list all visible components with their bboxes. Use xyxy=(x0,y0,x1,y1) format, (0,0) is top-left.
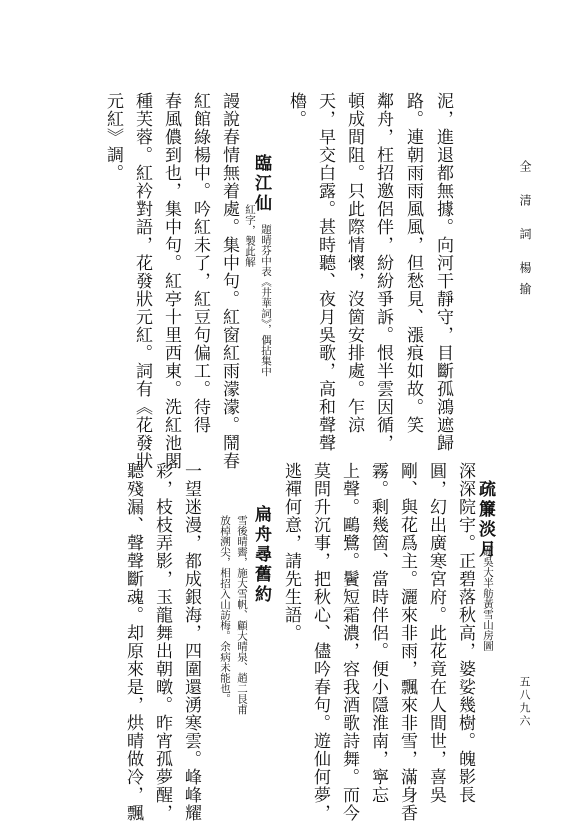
text-line: 櫓。 xyxy=(286,92,306,128)
text-line: 元紅》調。 xyxy=(103,92,123,182)
text-line: 聽殘漏、聲聲斷魂。却原來是，烘晴做冷，飄 xyxy=(123,462,143,822)
poem-note: 題晴芬中表《井華詞》，偶拈集中 xyxy=(260,224,272,377)
text-line: 逃禪何意，請先生語。 xyxy=(281,462,301,642)
poem-title: 扁舟尋舊約 xyxy=(251,505,271,605)
text-line: 上聲。鷗鷺。鬢短霜濃，容我酒歌詩舞。而今 xyxy=(339,462,359,822)
text-line: 霧。剩幾箇、當時伴侶。便小隱淮南，寧忘 xyxy=(368,462,388,804)
text-line: 泥，進退都無據。向河干靜守，目斷孤鴻遮歸 xyxy=(433,92,453,452)
text-line: 圓，幻出廣寒宮府。此花竟在人間世，喜吳 xyxy=(426,462,446,804)
poem-note: 題吳大半舫黃雪山房圖 xyxy=(482,546,494,651)
text-line: 天，早交白露。甚時聽、夜月吳歌，高和聲聲 xyxy=(315,92,335,452)
text-line: 深深院宇。正碧落秋高，婆娑幾樹。魄影長 xyxy=(455,462,475,804)
text-line: 種芙蓉。紅衿對語，花發狀元紅。詞有《花發狀 xyxy=(132,92,152,470)
text-line: 謾說春情無着處。集中句。紅窗紅雨濛濛。鬧春 xyxy=(219,92,239,470)
poem-note: 雪後晴霽，施大雪帆、顧大晴泉、趙二艮甫 xyxy=(236,515,248,715)
poem-title: 疏簾淡月 xyxy=(475,480,495,560)
page-number: 五八九六 xyxy=(518,676,531,728)
text-line: 一望迷漫，都成銀海，四圍還湧寒雲。峰峰耀 xyxy=(181,462,201,822)
poem-note: 放棹溯尖，相招入山訪梅。余病未能也。 xyxy=(219,515,231,704)
text-line: 頓成間阻。只此際情懷，沒箇安排處。乍涼 xyxy=(344,92,364,434)
running-head: 全 清 詞 楊揄 xyxy=(518,160,532,304)
text-line: 路。連朝雨雨風風，但愁見、漲痕如故。笑 xyxy=(403,92,423,434)
text-line: 鄰舟，枉招邀侶伴，紛紛爭訴。恨半雲因循， xyxy=(373,92,393,452)
poem-title: 臨江仙 xyxy=(251,154,271,214)
text-line: 莫問升沉事，把秋心、儘吟春句。遊仙何夢， xyxy=(310,462,330,822)
text-line: 紅館綠楊中。吟紅未了，紅豆句偏工。待得 xyxy=(190,92,210,434)
text-line: 剛、與花爲主。灑來非雨，飄來非雪，滿身香 xyxy=(397,462,417,822)
text-line: 彩，枝枝弄影，玉龍舞出朝暾。昨宵孤夢醒， xyxy=(152,462,172,822)
poem-note: 紅字，製此解 xyxy=(244,204,256,267)
text-line: 春風儂到也，集中句。紅亭十里西東。洗紅池閣 xyxy=(161,92,181,470)
